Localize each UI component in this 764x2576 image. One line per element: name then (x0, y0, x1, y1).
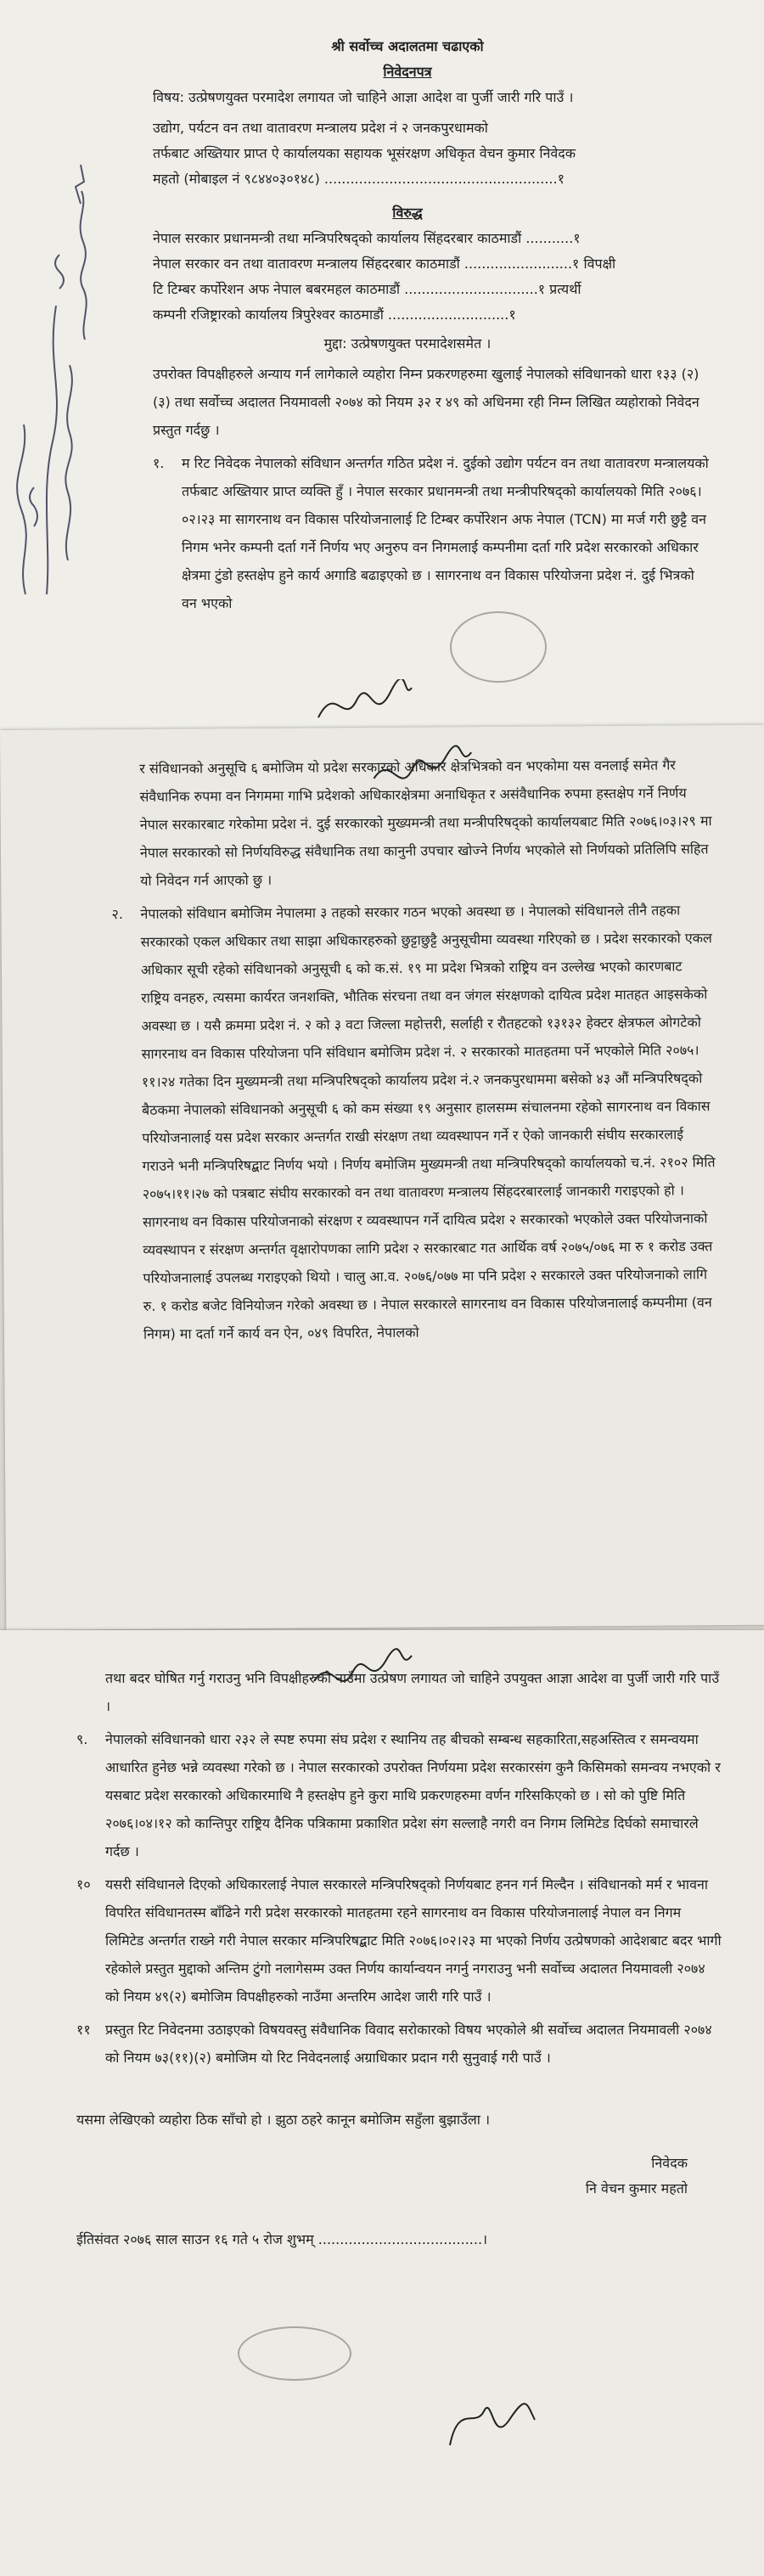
petitioner-line: उद्योग, पर्यटन वन तथा वातावरण मन्त्रालय प्रदेश नं २ जनकपुरधामको (153, 120, 488, 136)
date-line: ईतिसंवत २०७६ साल साउन १६ गते ५ रोज शुभम् ......................................। (76, 2231, 488, 2247)
declaration: यसमा लेखिएको व्यहोरा ठिक साँचो हो । झुठा ठहरे कानून बमोजिम सहुँला बुझाउँला । (76, 2112, 491, 2128)
point-number: ९. (76, 1731, 88, 1747)
petitioner-line: महतो (मोबाइल नं ९८४४०३०१४८) ......................................................१ (153, 171, 565, 187)
respondent-line: नेपाल सरकार प्रधानमन्त्री तथा मन्त्रिपरिषद्को कार्यालय सिंहदरबार काठमाडौं ...........१ (153, 230, 581, 246)
respondent-line: टि टिम्बर कर्पोरेशन अफ नेपाल बबरमहल काठमाडौं ...............................१ प्रत्यर्थी (153, 281, 581, 297)
signer-name: नि वेचन कुमार महतो (585, 2180, 688, 2196)
point-10 (76, 1870, 722, 2011)
point-text: म रिट निवेदक नेपालको संविधान अन्तर्गत गठित प्रदेश नं. दुईको उद्योग पर्यटन वन तथा वातावरण मन्त्रालयको तर्फबाट अख्तियार प्राप्त व्यक्ति हुँ । नेपाल सरकार प्रधानमन्त्री तथा मन्त्रीपरिषद्को कार्यालयको मिति २०७६।०२।२३ मा सागरनाथ वन विकास परियोजनालाई टि टिम्बर कर्पोरेशन अफ नेपाल (TCN) मा मर्ज गरी छुट्टै वन निगम भनेर कम्पनी दर्ता गर्ने निर्णय भए अनुरुप वन निगमलाई कम्पनीमा दर्ता गरि प्रदेश सरकारको अधिकार क्षेत्रमा टुंडो हस्तक्षेप हुने कार्य अगाडि बढाइएको छ । सागरनाथ वन विकास परियोजना प्रदेश नं. दुई भित्रको वन भएको (182, 455, 709, 611)
point-number: १. (153, 455, 165, 471)
subject-line: विषय: उत्प्रेषणयुक्त परमादेश लगायत जो चाहिने आज्ञा आदेश वा पुर्जी जारी गरि पाउँ । (153, 89, 574, 105)
signature-mark (306, 1647, 433, 1698)
point-11 (76, 2016, 722, 2072)
point-9 (76, 1725, 722, 1865)
continued-line: तथा बदर घोषित गर्नु गराउनु भनि विपक्षीहरुको नाउँमा उत्प्रेषण लगायत जो चाहिने उपयुक्त आज्ञा आदेश वा पुर्जी जारी गरि पाउँ । (105, 1670, 720, 1714)
point-1 (102, 449, 713, 617)
respondent-line: कम्पनी रजिष्ट्रारको कार्यालय त्रिपुरेश्वर काठमाडौं ............................१ (153, 307, 516, 323)
signer-title: निवेदक (651, 2155, 688, 2171)
intro-paragraph: उपरोक्त विपक्षीहरुले अन्याय गर्न लागेकाले व्यहोरा निम्न प्रकरणहरुमा खुलाई नेपालको संविधानको धारा १३३ (२) (३) तथा सर्वोच्च अदालत नियमावली २०७४ को नियम ३२ र ४९ को अधिनमा रही निम्न लिखित व्यहोराको निवेदन प्रस्तुत गर्दछु । (153, 366, 699, 438)
point-number: २. (111, 905, 123, 923)
signature-mark (314, 679, 416, 730)
signer-block (76, 2151, 722, 2202)
document-type: निवेदनपत्र (383, 64, 432, 80)
signature-mark (441, 2394, 543, 2462)
point-number: १० (76, 1876, 91, 1893)
petitioner-line: तर्फबाट अख्तियार प्राप्त ऐ कार्यालयका सहायक भूसंरक्षण अधिकृत वेचन कुमार निवेदक (153, 145, 576, 161)
document-page-1 (0, 0, 764, 730)
document-page-3 (0, 1630, 764, 2576)
petitioner-block (102, 115, 713, 192)
continued-paragraph: र संविधानको अनुसूचि ६ बमोजिम यो प्रदेश सरकारको अधिकार क्षेत्रभित्रको वन भएकोमा यस वनलाई समेत गैर संवैधानिक रुपमा वन निगममा गाभि प्रदेशको अधिकारक्षेत्रमा अनाधिकृत र असंवैधानिक रुपमा हस्तक्षेप गर्ने निर्णय नेपाल सरकारबाट गरेकोमा प्रदेश नं. दुई सरकारको मुख्यमन्त्री तथा मन्त्रीपरिषद्को कार्यालयबाट मिति २०७६।०३।२९ मा नेपाल सरकारको सो निर्णयविरुद्ध संवैधानिक तथा कानुनी उपचार खोज्ने निर्णय भएकोले सो निर्णयको प्रतिलिपि सहित यो निवेदन गर्न आएको छु । (139, 756, 712, 889)
respondent-block (102, 226, 713, 328)
respondent-line: नेपाल सरकार वन तथा वातावरण मन्त्रालय सिंहदरबार काठमाडौं .........................१ विपक्षी (153, 256, 616, 272)
point-2 (111, 896, 717, 1348)
point-text: प्रस्तुत रिट निवेदनमा उठाइएको विषयवस्तु संवैधानिक विवाद सरोकारको विषय भएकोले श्री सर्वोच्च अदालत नियमावली २०७४ को नियम ७३(११)(२) बमोजिम यो रिट निवेदनलाई अग्राधिकार प्रदान गरी सुनुवाई गरी पाउँ । (105, 2022, 712, 2066)
point-text: यसरी संविधानले दिएको अधिकारलाई नेपाल सरकारले मन्त्रिपरिषद्को निर्णयबाट हनन गर्न मिल्दैन । संविधानको मर्म र भावना विपरित संविधानतस्म बाँढिने गरी प्रदेश सरकारको मातहतमा रहने सागरनाथ वन विकास परियोजनालाई नेपाल वन निगम लिमिटेड अन्तर्गत राख्ने गरी नेपाल सरकार मन्त्रिपरिषद्बाट मिति २०७६।०२।२३ मा भएको निर्णय उत्प्रेषणको आदेशबाट बदर भागी रहेकोले प्रस्तुत मुद्दाको अन्तिम टुंगो नलागेसम्म उक्त निर्णय कार्यान्वयन नगर्नु नगराउनु भनी सर्वोच्च अदालत नियमावली २०७४ को नियम ४९(२) बमोजिम विपक्षीहरुको नाउँमा अन्तरिम आदेश जारी गरि पाउँ । (105, 1876, 722, 2005)
signature-mark (365, 744, 484, 796)
point-text: नेपालको संविधान बमोजिम नेपालमा ३ तहको सरकार गठन भएको अवस्था छ । नेपालको संविधानले तीनै तहका सरकारको एकल अधिकार तथा साझा अधिकारहरुको छुट्टाछुट्टै अनुसूचीमा व्यवस्था गरिएको छ । प्रदेश सरकारको एकल अधिकार सूची रहेको संविधानको अनुसूची ६ को क.सं. १९ मा प्रदेश भित्रको राष्ट्रिय वन उल्लेख भएको कारणबाट राष्ट्रिय वनहरु, त्यसमा कार्यरत जनशक्ति, भौतिक संरचना तथा वन जंगल संरक्षणको दायित्व प्रदेश मातहत आइसकेको अवस्था छ । यसै क्रममा प्रदेश नं. २ को ३ वटा जिल्ला महोत्तरी, सर्लाही र रौतहटको १३१३२ हेक्टर क्षेत्रफल ओगटेको सागरनाथ वन विकास परियोजना पनि संविधान बमोजिम प्रदेश नं. २ सरकारको मातहतमा पर्ने भएकोले मिति २०७५।११।२४ गतेका दिन मुख्यमन्त्री तथा मन्त्रिपरिषद्को कार्यालय प्रदेश नं.२ जनकपुरधाममा बसेको ४३ औं मन्त्रिपरिषद्को बैठकमा नेपालको संविधानको अनुसूची ६ को कम संख्या १९ अनुसार हालसम्म संचालनमा रहेको सागरनाथ वन विकास परियोजनालाई यस प्रदेश सरकार अन्तर्गत राखी संरक्षण तथा व्यवस्थापन गर्ने र ऐको जानकारी संघीय सरकारलाई गराउने भनी मन्त्रिपरिषद्बाट निर्णय भयो । निर्णय बमोजिम मुख्यमन्त्री तथा मन्त्रिपरिषद्को कार्यालयको च.नं. २१०२ मिति २०७५।११।२७ को पत्रबाट संघीय सरकारको वन तथा वातावरण मन्त्रालय सिंहदरबारलाई जानकारी गराइएको हो । सागरनाथ वन विकास परियोजनाको संरक्षण र व्यवस्थापन गर्ने दायित्व प्रदेश २ सरकारको भएकोले उक्त परियोजनाको व्यवस्थापन र संरक्षण अन्तर्गत वृक्षारोपणका लागि प्रदेश २ सरकारबाट गत आर्थिक वर्ष २०७५/०७६ मा रु १ करोड उक्त परियोजनालाई उपलब्ध गराइएको थियो । चालु आ.व. २०७६/०७७ मा पनि प्रदेश २ सरकारले उक्त परियोजनाको लागि रु. १ करोड बजेट विनियोजन गरेको अवस्था छ । नेपाल सरकारले सागरनाथ वन विकास परियोजनालाई कम्पनीमा (वन निगम) मा दर्ता गर्ने कार्य वन ऐन, ०४९ विपरित, नेपालको (140, 902, 716, 1342)
point-text: नेपालको संविधानको धारा २३२ ले स्पष्ट रुपमा संघ प्रदेश र स्थानिय तह बीचको सम्बन्ध सहकारिता,सहअस्तित्व र समन्वयमा आधारित हुनेछ भन्ने व्यवस्था गरेको छ । नेपाल सरकारको उपरोक्त निर्णयमा प्रदेश सरकारसंग कुनै किसिमको समन्वय नभएको र यसबाट प्रदेश सरकारको अधिकारमाथि नै हस्तक्षेप हुने कुरा माथि प्रकरणहरुमा वर्णन गरिसकिएको छ । सो को पुष्टि मिति २०७६।०४।१२ को कान्तिपुर राष्ट्रिय दैनिक पत्रिकामा प्रकाशित प्रदेश संग सल्लाहै नगरी वन निगम लिमिटेड दिर्घको समाचारले गर्दछ । (105, 1731, 721, 1859)
seal-stamp (450, 611, 547, 683)
margin-handwriting (0, 85, 102, 594)
court-heading: श्री सर्वोच्च अदालतमा चढाएको (331, 38, 484, 54)
case-subject: मुद्दा: उत्प्रेषणयुक्त परमादेशसमेत । (323, 335, 492, 352)
seal-stamp (238, 2326, 351, 2381)
versus-heading: विरुद्ध (392, 205, 423, 221)
document-page-2 (0, 725, 764, 1630)
point-number: ११ (76, 2022, 91, 2038)
